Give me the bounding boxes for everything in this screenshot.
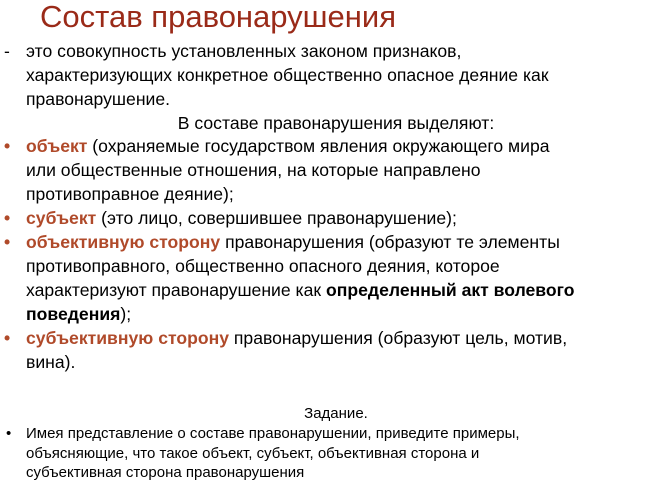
list-line bbox=[26, 278, 668, 302]
element-text: характеризуют правонарушение как bbox=[26, 280, 327, 300]
element-text: ); bbox=[120, 304, 132, 324]
definition-line: это совокупность установленных законом признаков, bbox=[26, 41, 462, 61]
list-line bbox=[26, 230, 668, 254]
task-block bbox=[6, 424, 666, 483]
bullet-icon: • bbox=[6, 425, 12, 442]
elements-intro: В составе правонарушения выделяют: bbox=[177, 113, 495, 133]
task-line: объясняющие, что такое объект, субъект, объективная сторона и bbox=[26, 444, 480, 462]
bullet-icon: • bbox=[4, 232, 11, 252]
emphasis-text: определенный акт волевого bbox=[326, 280, 575, 300]
element-objective-side bbox=[4, 230, 668, 326]
definition-line: характеризующих конкретное общественно опасное деяние как bbox=[26, 65, 549, 85]
list-line bbox=[26, 206, 668, 230]
task-line: Имея представление о составе правонарушении, приведите примеры, bbox=[26, 425, 520, 442]
term-object: объект bbox=[26, 136, 88, 156]
list-line bbox=[26, 134, 668, 158]
list-line: вина). bbox=[26, 352, 76, 372]
element-subject bbox=[4, 206, 668, 230]
definition-dash: - bbox=[4, 41, 10, 61]
task-line: субъективная сторона правонарушения bbox=[26, 464, 305, 481]
list-line: противоправное деяние); bbox=[26, 184, 234, 204]
slide-title: Состав правонарушения bbox=[40, 0, 397, 34]
definition-block bbox=[4, 39, 664, 111]
term-subject: субъект bbox=[26, 208, 97, 228]
element-text: (это лицо, совершившее правонарушение); bbox=[96, 208, 457, 228]
list-line bbox=[26, 326, 668, 350]
emphasis-text: поведения bbox=[26, 304, 121, 324]
element-object bbox=[4, 134, 668, 206]
term-objective-side: объективную сторону bbox=[26, 232, 221, 252]
element-text: (охраняемые государством явления окружающего мира bbox=[87, 136, 550, 156]
list-line: или общественные отношения, на которые направлено bbox=[26, 160, 481, 180]
element-text: правонарушения (образуют цель, мотив, bbox=[229, 328, 568, 348]
bullet-icon: • bbox=[4, 208, 11, 228]
element-text: правонарушения (образуют те элементы bbox=[220, 232, 560, 252]
list-line: противоправного, общественно опасного деяния, которое bbox=[26, 256, 500, 276]
bullet-icon: • bbox=[4, 136, 11, 156]
element-subjective-side bbox=[4, 326, 668, 374]
list-line bbox=[26, 302, 668, 326]
bullet-icon: • bbox=[4, 328, 11, 348]
task-title: Задание. bbox=[304, 405, 368, 422]
definition-line: правонарушение. bbox=[26, 89, 171, 109]
term-subjective-side: субъективную сторону bbox=[26, 328, 230, 348]
elements-list bbox=[4, 134, 668, 374]
